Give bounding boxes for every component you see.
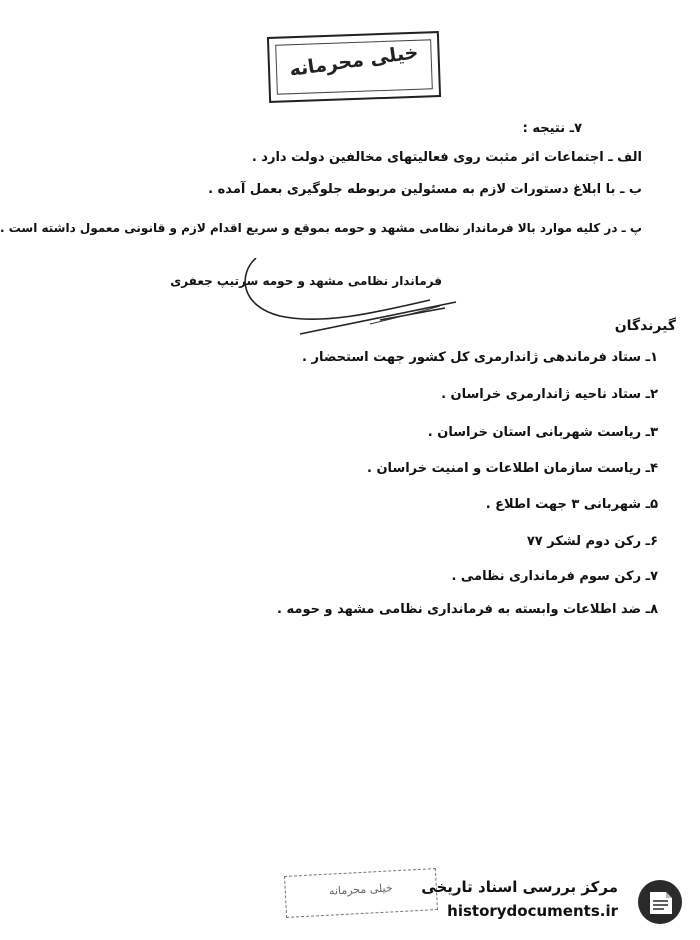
footer-stamp <box>284 868 438 918</box>
recipient-4: ۴ـ ریاست سازمان اطلاعات و امنیت خراسان . <box>367 461 658 476</box>
recipient-5: ۵ـ شهربانی ۳ جهت اطلاع . <box>485 497 658 512</box>
archive-logo <box>421 874 692 930</box>
footer-stamp-text: خیلی محرمانه <box>328 881 393 898</box>
logo-url: historydocuments.ir <box>447 902 618 920</box>
recipient-6: ۶ـ رکن دوم لشکر ۷۷ <box>526 534 658 549</box>
recipient-3: ۳ـ ریاست شهربانی استان خراسان . <box>427 425 658 440</box>
recipient-2: ۲ـ ستاد ناحیه ژاندارمری خراسان . <box>441 387 658 402</box>
conclusion-item-pe: پ ـ در کلیه موارد بالا فرماندار نظامی مشهد و حومه بموقع و سریع اقدام لازم و قانونی معمول داشته است . <box>0 221 642 235</box>
document-center-icon <box>636 878 684 926</box>
conclusion-item-alef: الف ـ اجتماعات اثر مثبت روی فعالیتهای مخالفین دولت دارد . <box>251 150 642 165</box>
signature-title: فرماندار نظامی مشهد و حومه سرتیپ جعفری <box>170 274 442 288</box>
conclusion-item-be: ب ـ با ابلاغ دستورات لازم به مسئولین مربوطه جلوگیری بعمل آمده . <box>208 182 642 197</box>
signature-scribble <box>230 258 470 342</box>
conclusion-heading: ۷ـ نتیجه : <box>522 121 582 136</box>
recipient-7: ۷ـ رکن سوم فرمانداری نظامی . <box>451 569 658 584</box>
classification-stamp <box>267 31 441 103</box>
recipient-1: ۱ـ ستاد فرماندهی ژاندارمری کل کشور جهت استحضار . <box>302 350 658 365</box>
logo-title: مرکز بررسی اسناد تاریخی <box>421 878 618 896</box>
recipient-8: ۸ـ ضد اطلاعات وابسته به فرمانداری نظامی مشهد و حومه . <box>277 602 658 617</box>
recipients-title: گیرندگان <box>614 318 676 334</box>
stamp-text: خیلی محرمانه <box>287 41 420 81</box>
